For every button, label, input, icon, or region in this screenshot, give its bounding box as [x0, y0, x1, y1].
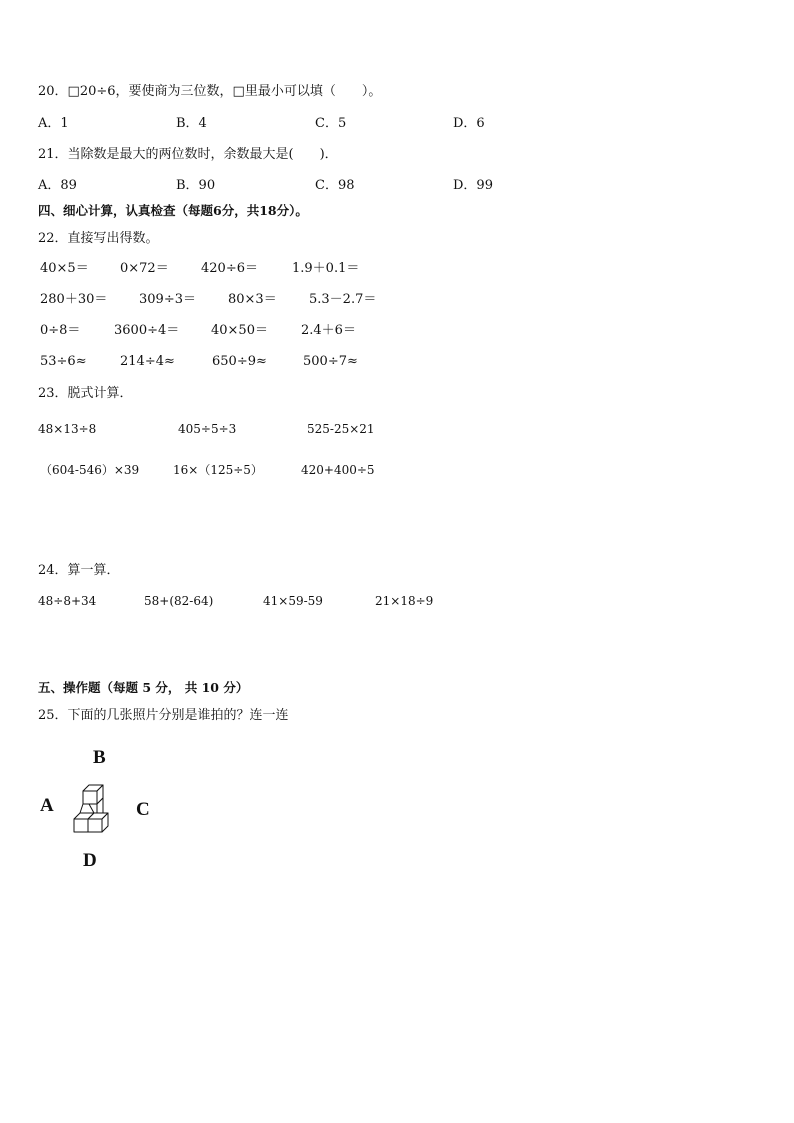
q21-option-c: C．98: [315, 178, 355, 193]
q25-stem: 25．下面的几张照片分别是谁拍的？连一连: [38, 708, 289, 723]
q22-item: 80×3＝: [228, 292, 277, 307]
q24-stem: 24．算一算．: [38, 563, 120, 578]
q22-item: 40×50＝: [211, 323, 268, 338]
q24-item: 41×59-59: [263, 594, 323, 608]
q22-stem: 22．直接写出得数。: [38, 231, 159, 246]
q22-item: 214÷4≈: [120, 354, 175, 369]
q22-item: 3600÷4＝: [114, 323, 180, 338]
q22-item: 1.9＋0.1＝: [292, 261, 360, 276]
q21-option-d: D．99: [453, 178, 493, 193]
q22-item: 500÷7≈: [303, 354, 358, 369]
q21-option-b: B．90: [176, 178, 216, 193]
q21-stem: 21．当除数是最大的两位数时，余数最大是( )．: [38, 147, 338, 162]
q22-item: 53÷6≈: [40, 354, 87, 369]
q20-option-c: C．5: [315, 116, 347, 131]
q20-option-d: D．6: [453, 116, 485, 131]
q23-item: 525-25×21: [307, 422, 375, 436]
view-label-c: C: [136, 799, 150, 820]
q23-item: 48×13÷8: [38, 422, 97, 436]
q23-item: 420+400÷5: [301, 463, 375, 477]
section-4-heading: 四、细心计算，认真检查（每题6分，共18分）。: [38, 203, 308, 218]
q20-stem: 20．□20÷6，要使商为三位数，□里最小可以填（ ）。: [38, 84, 382, 99]
q24-item: 48÷8+34: [38, 594, 97, 608]
q22-item: 2.4＋6＝: [301, 323, 356, 338]
view-label-b: B: [93, 747, 106, 768]
q22-item: 40×5＝: [40, 261, 89, 276]
q23-item: 16×（125÷5）: [173, 463, 263, 477]
view-label-a: A: [40, 795, 54, 816]
q21-option-a: A．89: [38, 178, 77, 193]
q20-option-a: A．1: [38, 116, 69, 131]
q22-item: 0×72＝: [120, 261, 169, 276]
q22-item: 5.3－2.7＝: [309, 292, 377, 307]
q23-stem: 23．脱式计算．: [38, 386, 133, 401]
q22-item: 650÷9≈: [212, 354, 267, 369]
q24-item: 21×18÷9: [375, 594, 434, 608]
q24-item: 58+(82-64): [144, 594, 214, 608]
q22-item: 280＋30＝: [40, 292, 108, 307]
q22-item: 420÷6＝: [201, 261, 258, 276]
section-5-heading: 五、操作题（每题 5 分， 共 10 分）: [38, 680, 249, 695]
view-label-d: D: [83, 850, 97, 871]
q22-item: 309÷3＝: [139, 292, 196, 307]
cube-stack-figure: [68, 782, 122, 836]
q22-item: 0÷8＝: [40, 323, 81, 338]
q23-item: 405÷5÷3: [178, 422, 237, 436]
q20-option-b: B．4: [176, 116, 207, 131]
q23-item: （604-546）×39: [40, 463, 140, 477]
